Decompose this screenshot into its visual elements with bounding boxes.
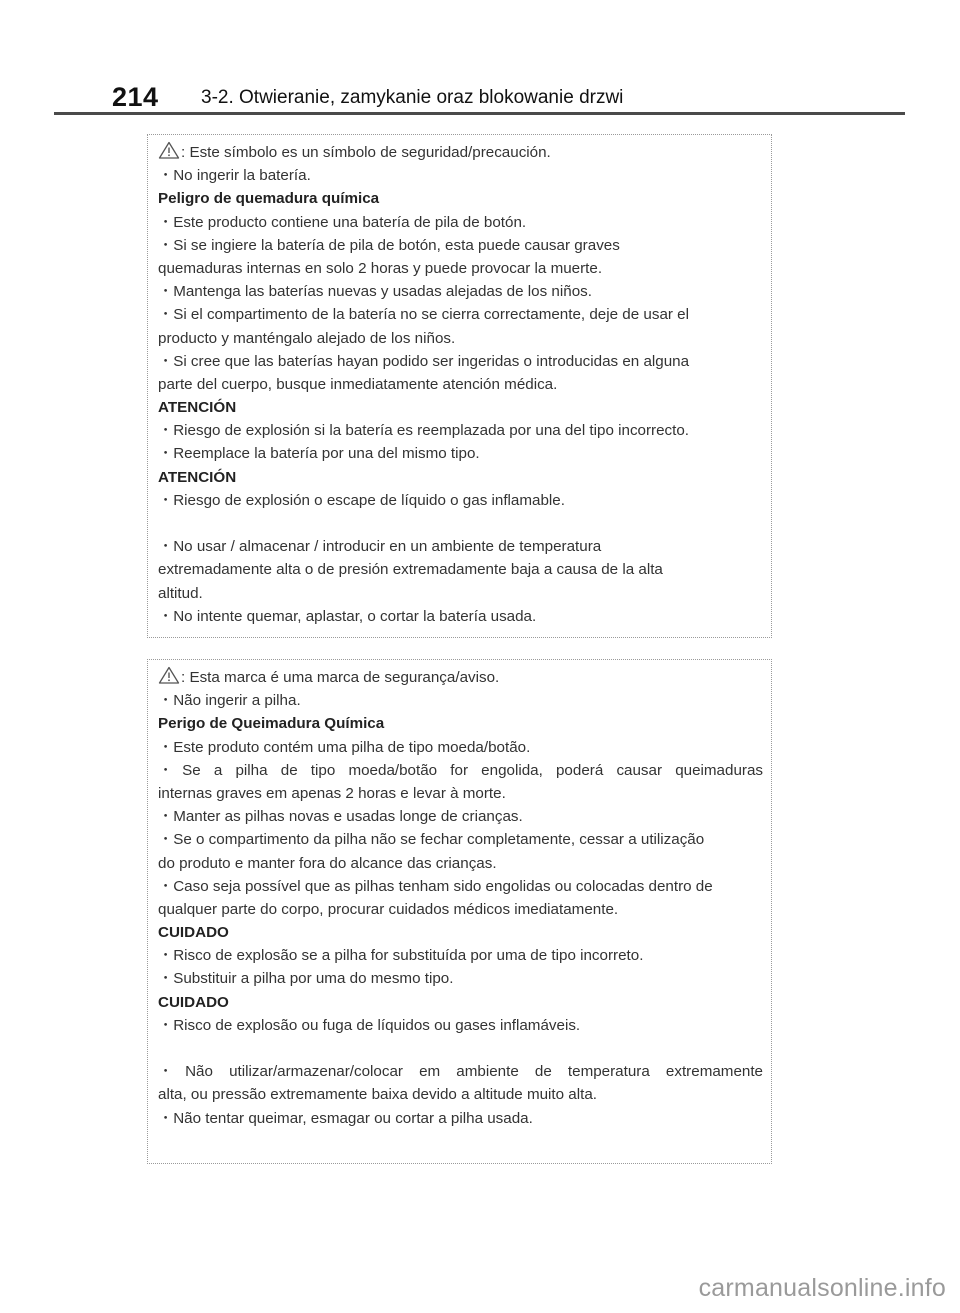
- header-divider: [54, 112, 905, 115]
- notice-line: ・Não utilizar/armazenar/colocar em ambiente de temperatura extremamente: [158, 1063, 763, 1081]
- notice-heading: Peligro de quemadura química: [158, 190, 380, 208]
- notice-line: ・No intente quemar, aplastar, o cortar la batería usada.: [158, 607, 537, 625]
- portuguese-battery-notice: [147, 659, 772, 1164]
- notice-line: ・Caso seja possível que as pilhas tenham sido engolidas ou colocadas dentro de: [158, 877, 713, 895]
- notice-line: [158, 666, 771, 689]
- notice-line: ・Este produto contém uma pilha de tipo moeda/botão.: [158, 738, 531, 756]
- notice-line: [158, 141, 771, 164]
- warning-triangle-icon: [158, 141, 180, 159]
- notice-line: ・No ingerir la batería.: [158, 167, 311, 185]
- notice-heading: ATENCIÓN: [158, 468, 237, 486]
- notice-line: ・Não ingerir a pilha.: [158, 692, 301, 710]
- notice-line: altitud.: [158, 584, 203, 602]
- notice-heading: CUIDADO: [158, 924, 229, 942]
- notice-line: quemaduras internas en solo 2 horas y puede provocar la muerte.: [158, 259, 603, 277]
- spanish-battery-notice: [147, 134, 772, 638]
- warning-triangle-icon: [158, 666, 180, 684]
- notice-line: ・Manter as pilhas novas e usadas longe de crianças.: [158, 808, 523, 826]
- site-watermark[interactable]: carmanualsonline.info: [698, 1274, 946, 1302]
- notice-line: ・No usar / almacenar / introducir en un ambiente de temperatura: [158, 538, 602, 556]
- notice-line: ・Risco de explosão ou fuga de líquidos ou gases inflamáveis.: [158, 1016, 581, 1034]
- notice-line: ・Si se ingiere la batería de pila de botón, esta puede causar graves: [158, 236, 620, 254]
- notice-line: alta, ou pressão extremamente baixa devido a altitude muito alta.: [158, 1086, 598, 1104]
- notice-line: ・Si el compartimento de la batería no se cierra correctamente, deje de usar el: [158, 306, 689, 324]
- notice-line: do produto e manter fora do alcance das crianças.: [158, 854, 497, 872]
- notice-line: ・Riesgo de explosión o escape de líquido o gas inflamable.: [158, 491, 565, 509]
- notice-line: parte del cuerpo, busque inmediatamente atención médica.: [158, 375, 558, 393]
- notice-line: ・Riesgo de explosión si la batería es reemplazada por una del tipo incorrecto.: [158, 422, 690, 440]
- notice-line: ・Reemplace la batería por una del mismo tipo.: [158, 445, 480, 463]
- notice-line: extremadamente alta o de presión extremadamente baja a causa de la alta: [158, 561, 663, 579]
- notice-line: ・Si cree que las baterías hayan podido ser ingeridas o introducidas en alguna: [158, 352, 690, 370]
- notice-line: ・Este producto contiene una batería de pila de botón.: [158, 213, 527, 231]
- page-header: [0, 76, 960, 116]
- notice-line: ・Se a pilha de tipo moeda/botão for engolida, poderá causar queimaduras: [158, 761, 763, 779]
- notice-line: qualquer parte do corpo, procurar cuidados médicos imediatamente.: [158, 900, 619, 918]
- blank-line: [158, 1037, 771, 1060]
- page-number: 214: [112, 82, 159, 112]
- blank-line: [158, 512, 771, 535]
- notice-line: ・Substituir a pilha por uma do mesmo tipo.: [158, 970, 454, 988]
- notice-line-text: : Este símbolo es un símbolo de seguridad/precaución.: [181, 144, 551, 161]
- notice-heading: CUIDADO: [158, 993, 229, 1011]
- notice-line: ・Risco de explosão se a pilha for substituída por uma de tipo incorreto.: [158, 947, 644, 965]
- chapter-title: 3-2. Otwieranie, zamykanie oraz blokowanie drzwi: [201, 87, 624, 108]
- notice-heading: ATENCIÓN: [158, 399, 237, 417]
- notice-line: internas graves em apenas 2 horas e levar à morte.: [158, 784, 506, 802]
- notice-heading: Perigo de Queimadura Química: [158, 715, 385, 733]
- notice-line-text: : Esta marca é uma marca de segurança/aviso.: [181, 669, 500, 686]
- notice-line: ・Não tentar queimar, esmagar ou cortar a pilha usada.: [158, 1109, 533, 1127]
- notice-line: producto y manténgalo alejado de los niños.: [158, 329, 456, 347]
- notice-line: ・Mantenga las baterías nuevas y usadas alejadas de los niños.: [158, 283, 592, 301]
- notice-line: ・Se o compartimento da pilha não se fechar completamente, cessar a utilização: [158, 831, 705, 849]
